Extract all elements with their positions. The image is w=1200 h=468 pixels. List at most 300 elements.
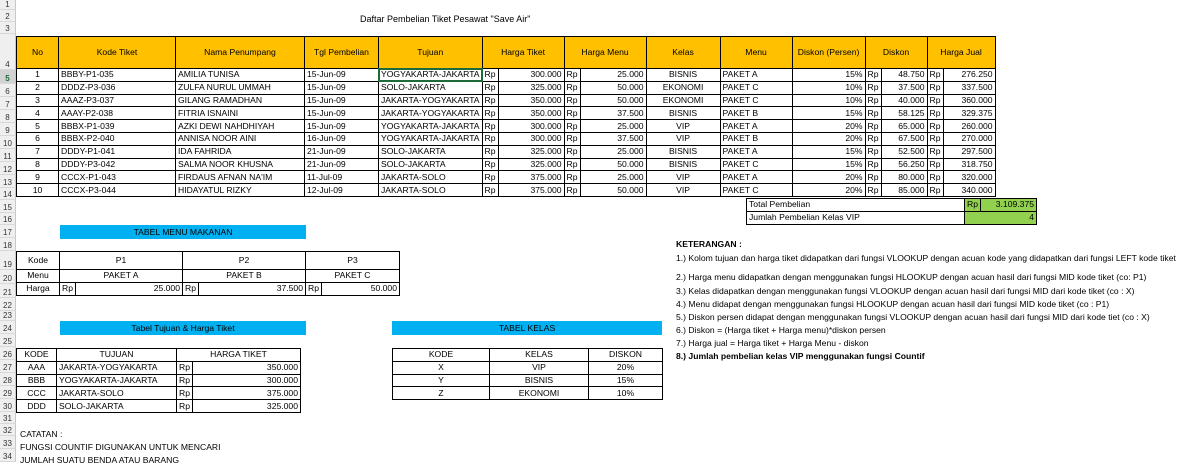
cell-tujuan-cur[interactable]: Rp — [177, 387, 193, 400]
menu-code-p2[interactable]: P2 — [183, 252, 306, 270]
cell-kode-tiket[interactable]: DDDZ-P3-036 — [59, 81, 176, 94]
vip-count-row — [747, 211, 1037, 224]
cell-kelas[interactable]: BISNIS — [646, 145, 720, 158]
row-header-18[interactable]: 18 — [0, 238, 16, 251]
kelas-header-row — [393, 349, 663, 362]
catatan-title[interactable]: CATATAN : — [20, 429, 63, 439]
table-row — [17, 69, 1070, 82]
table-row — [17, 184, 1070, 197]
totals-table — [746, 198, 1037, 225]
row-header-20[interactable]: 20 — [0, 270, 16, 284]
header-row — [17, 37, 1070, 69]
cell-diskon[interactable]: 58.125 — [881, 107, 927, 120]
cell-harga-menu[interactable]: 37.500 — [580, 132, 646, 145]
row-header-23[interactable]: 23 — [0, 311, 16, 321]
row-header-33[interactable]: 33 — [0, 436, 16, 449]
cell-kelas-name[interactable]: VIP — [490, 361, 589, 374]
cell-menu[interactable]: PAKET B — [720, 132, 792, 145]
total-value[interactable]: 3.109.375 — [981, 199, 1037, 212]
cell-kelas-diskon[interactable]: 15% — [589, 374, 663, 387]
cell-harga-menu-cur[interactable]: Rp — [564, 120, 580, 133]
cell-kode-tiket[interactable]: BBBX-P2-040 — [59, 132, 176, 145]
sheet-title: Daftar Pembelian Tiket Pesawat "Save Air" — [360, 14, 531, 24]
row-header-29[interactable]: 29 — [0, 386, 16, 399]
cell-tgl[interactable]: 21-Jun-09 — [305, 145, 379, 158]
cell-diskon-persen[interactable]: 15% — [792, 158, 865, 171]
cell-harga-tiket-cur[interactable]: Rp — [482, 107, 498, 120]
cell-kelas[interactable]: EKONOMI — [646, 94, 720, 107]
keterangan-item-5[interactable]: 5.) Diskon persen didapat dengan menggunakan fungsi VLOOKUP dengan acuan hasil dari fungsi MID dari kode tiet (co : X) — [676, 312, 1150, 322]
cell-tujuan[interactable]: JAKARTA-YOGYAKARTA — [379, 94, 483, 107]
row-header-9[interactable]: 9 — [0, 123, 16, 136]
row-header-2[interactable]: 2 — [0, 10, 16, 22]
col-header-harga-jual[interactable]: Harga Jual — [927, 37, 995, 69]
cell-diskon[interactable]: 85.000 — [881, 184, 927, 197]
cell-harga-menu-cur[interactable]: Rp — [564, 184, 580, 197]
catatan-line-2[interactable]: JUMLAH SUATU BENDA ATAU BARANG — [20, 455, 180, 465]
total-currency[interactable]: Rp — [965, 199, 981, 212]
cell-kelas[interactable]: VIP — [646, 120, 720, 133]
cell-harga-menu[interactable]: 50.000 — [580, 81, 646, 94]
keterangan-item-8[interactable]: 8.) Jumlah pembelian kelas VIP menggunakan fungsi Countif — [676, 351, 925, 361]
tujuan-col-harga[interactable]: HARGA TIKET — [177, 349, 301, 362]
menu-kode-row — [17, 252, 400, 270]
cell-nama[interactable]: GILANG RAMADHAN — [176, 94, 305, 107]
cell-tujuan-price[interactable]: 325.000 — [193, 400, 301, 413]
cell-harga-tiket[interactable]: 300.000 — [498, 132, 564, 145]
cell-kode-tiket[interactable]: CCCX-P1-043 — [59, 171, 176, 184]
cell-menu[interactable]: PAKET C — [720, 81, 792, 94]
cell-harga-jual-cur[interactable]: Rp — [927, 120, 943, 133]
kelas-col-diskon[interactable]: DISKON — [589, 349, 663, 362]
row-header-30[interactable]: 30 — [0, 399, 16, 412]
row-header-5[interactable]: 5 — [0, 70, 16, 84]
menu-name-row — [17, 270, 400, 283]
cell-diskon-cur[interactable]: Rp — [865, 184, 881, 197]
cell-harga-jual[interactable]: 320.000 — [943, 171, 995, 184]
col-header-menu[interactable]: Menu — [720, 37, 792, 69]
cell-harga-tiket[interactable]: 325.000 — [498, 145, 564, 158]
cell-harga-jual-cur[interactable]: Rp — [927, 132, 943, 145]
cell-no[interactable]: 7 — [17, 145, 59, 158]
menu-kode-label[interactable]: Kode — [17, 252, 60, 270]
menu-harga-label[interactable]: Harga — [17, 282, 60, 295]
cell-harga-tiket-cur[interactable]: Rp — [482, 158, 498, 171]
cell-harga-menu-cur[interactable]: Rp — [564, 81, 580, 94]
cell-harga-jual-cur[interactable]: Rp — [927, 158, 943, 171]
table-row — [393, 374, 663, 387]
cell-tujuan-cur[interactable]: Rp — [177, 400, 193, 413]
cell-kode-tiket[interactable]: BBBY-P1-035 — [59, 69, 176, 82]
cell-menu[interactable]: PAKET C — [720, 94, 792, 107]
row-header-7[interactable]: 7 — [0, 97, 16, 110]
cell-tgl[interactable]: 15-Jun-09 — [305, 94, 379, 107]
row-header-14[interactable]: 14 — [0, 188, 16, 200]
cell-tujuan-kode[interactable]: CCC — [17, 387, 57, 400]
cell-tujuan-cur[interactable]: Rp — [177, 361, 193, 374]
cell-diskon[interactable]: 56.250 — [881, 158, 927, 171]
cell-harga-tiket[interactable]: 300.000 — [498, 69, 564, 82]
cell-tgl[interactable]: 16-Jun-09 — [305, 132, 379, 145]
cell-kode-tiket[interactable]: DDDY-P1-041 — [59, 145, 176, 158]
total-label[interactable]: Total Pembelian — [747, 199, 965, 212]
row-header-1[interactable]: 1 — [0, 0, 16, 10]
row-header-24[interactable]: 24 — [0, 321, 16, 334]
cell-kelas-kode[interactable]: X — [393, 361, 490, 374]
cell-harga-jual[interactable]: 337.500 — [943, 81, 995, 94]
cell-tujuan[interactable]: SOLO-JAKARTA — [379, 158, 483, 171]
cell-kode-tiket[interactable]: AAAZ-P3-037 — [59, 94, 176, 107]
cell-diskon[interactable]: 48.750 — [881, 69, 927, 82]
cell-tujuan[interactable]: JAKARTA-SOLO — [379, 171, 483, 184]
kelas-table — [392, 348, 663, 400]
keterangan-item-6[interactable]: 6.) Diskon = (Harga tiket + Harga menu)*diskon persen — [676, 325, 886, 335]
cell-kelas[interactable]: BISNIS — [646, 158, 720, 171]
menu-code-p1[interactable]: P1 — [60, 252, 183, 270]
cell-harga-jual-cur[interactable]: Rp — [927, 184, 943, 197]
cell-harga-tiket-cur[interactable]: Rp — [482, 132, 498, 145]
cell-menu[interactable]: PAKET C — [720, 184, 792, 197]
cell-nama[interactable]: AMILIA TUNISA — [176, 69, 305, 82]
table-row — [17, 81, 1070, 94]
cell-no[interactable]: 8 — [17, 158, 59, 171]
cell-harga-jual-cur[interactable]: Rp — [927, 145, 943, 158]
cell-nama[interactable]: IDA FAHRIDA — [176, 145, 305, 158]
col-header-diskon[interactable]: Diskon — [865, 37, 927, 69]
cell-tujuan[interactable]: SOLO-JAKARTA — [379, 81, 483, 94]
cell-tgl[interactable]: 15-Jun-09 — [305, 69, 379, 82]
cell-kelas-kode[interactable]: Z — [393, 387, 490, 400]
row-header-21[interactable]: 21 — [0, 284, 16, 298]
cell-diskon-persen[interactable]: 15% — [792, 69, 865, 82]
row-header-34[interactable]: 34 — [0, 449, 16, 462]
cell-tgl[interactable]: 15-Jun-09 — [305, 81, 379, 94]
row-header-25[interactable]: 25 — [0, 334, 16, 347]
menu-name-2[interactable]: PAKET B — [183, 270, 306, 283]
cell-no[interactable]: 2 — [17, 81, 59, 94]
menu-menu-label[interactable]: Menu — [17, 270, 60, 283]
cell-diskon-persen[interactable]: 20% — [792, 184, 865, 197]
kelas-col-kode[interactable]: KODE — [393, 349, 490, 362]
tujuan-table — [16, 348, 301, 413]
cell-no[interactable]: 5 — [17, 120, 59, 133]
cell-harga-tiket-cur[interactable]: Rp — [482, 171, 498, 184]
menu-table-title[interactable]: TABEL MENU MAKANAN — [60, 225, 306, 239]
cell-no[interactable]: 4 — [17, 107, 59, 120]
cell-nama[interactable]: ZULFA NURUL UMMAH — [176, 81, 305, 94]
cell-harga-tiket-cur[interactable]: Rp — [482, 184, 498, 197]
menu-table — [16, 251, 400, 296]
cell-kelas[interactable]: VIP — [646, 184, 720, 197]
menu-price-3[interactable]: 50.000 — [322, 282, 400, 295]
cell-harga-jual[interactable]: 270.000 — [943, 132, 995, 145]
cell-harga-jual[interactable]: 360.000 — [943, 94, 995, 107]
cell-diskon-cur[interactable]: Rp — [865, 81, 881, 94]
cell-tujuan[interactable]: SOLO-JAKARTA — [379, 145, 483, 158]
cell-harga-tiket[interactable]: 350.000 — [498, 107, 564, 120]
cell-menu[interactable]: PAKET B — [720, 107, 792, 120]
keterangan-item-7[interactable]: 7.) Harga jual = Harga tiket + Harga Menu - diskon — [676, 338, 869, 348]
cell-kelas-diskon[interactable]: 20% — [589, 361, 663, 374]
menu-price-cur-2[interactable]: Rp — [183, 282, 199, 295]
cell-diskon-persen[interactable]: 15% — [792, 107, 865, 120]
menu-price-cur-3[interactable]: Rp — [306, 282, 322, 295]
cell-harga-menu-cur[interactable]: Rp — [564, 171, 580, 184]
col-header-harga-tiket[interactable]: Harga Tiket — [482, 37, 564, 69]
row-header-31[interactable]: 31 — [0, 412, 16, 424]
menu-code-p3[interactable]: P3 — [306, 252, 400, 270]
purchase-table — [16, 36, 1069, 197]
cell-tujuan-name[interactable]: JAKARTA-YOGYAKARTA — [57, 361, 177, 374]
cell-harga-tiket-cur[interactable]: Rp — [482, 94, 498, 107]
cell-diskon-persen[interactable]: 10% — [792, 94, 865, 107]
tujuan-col-kode[interactable]: KODE — [17, 349, 57, 362]
cell-harga-jual-cur[interactable]: Rp — [927, 81, 943, 94]
cell-kelas[interactable]: EKONOMI — [646, 81, 720, 94]
table-row — [17, 374, 301, 387]
cell-kode-tiket[interactable]: BBBX-P1-039 — [59, 120, 176, 133]
cell-kelas-name[interactable]: EKONOMI — [490, 387, 589, 400]
row-header-17[interactable]: 17 — [0, 225, 16, 238]
cell-kode-tiket[interactable]: AAAY-P2-038 — [59, 107, 176, 120]
cell-menu[interactable]: PAKET A — [720, 69, 792, 82]
cell-diskon[interactable]: 67.500 — [881, 132, 927, 145]
cell-harga-jual-cur[interactable]: Rp — [927, 69, 943, 82]
tujuan-table-title[interactable]: Tabel Tujuan & Harga Tiket — [60, 321, 306, 335]
col-header-harga-menu[interactable]: Harga Menu — [564, 37, 646, 69]
cell-harga-jual[interactable]: 329.375 — [943, 107, 995, 120]
table-row — [17, 145, 1070, 158]
cell-nama[interactable]: HIDAYATUL RIZKY — [176, 184, 305, 197]
kelas-col-kelas[interactable]: KELAS — [490, 349, 589, 362]
cell-diskon-persen[interactable]: 10% — [792, 81, 865, 94]
row-header-13[interactable]: 13 — [0, 175, 16, 188]
cell-tujuan-name[interactable]: YOGYAKARTA-JAKARTA — [57, 374, 177, 387]
cell-kelas-name[interactable]: BISNIS — [490, 374, 589, 387]
col-header-tgl[interactable]: Tgl Pembelian — [305, 37, 379, 69]
row-header-22[interactable]: 22 — [0, 298, 16, 311]
cell-kelas[interactable]: BISNIS — [646, 69, 720, 82]
cell-diskon-cur[interactable]: Rp — [865, 94, 881, 107]
cell-kode-tiket[interactable]: CCCX-P3-044 — [59, 184, 176, 197]
cell-harga-jual[interactable]: 340.000 — [943, 184, 995, 197]
cell-nama[interactable]: ANNISA NOOR AINI — [176, 132, 305, 145]
col-header-tujuan[interactable]: Tujuan — [379, 37, 483, 69]
cell-kelas-diskon[interactable]: 10% — [589, 387, 663, 400]
cell-tgl[interactable]: 21-Jun-09 — [305, 158, 379, 171]
cell-harga-menu[interactable]: 25.000 — [580, 171, 646, 184]
cell-harga-tiket[interactable]: 300.000 — [498, 120, 564, 133]
menu-price-cur-1[interactable]: Rp — [60, 282, 76, 295]
cell-tujuan-kode[interactable]: DDD — [17, 400, 57, 413]
cell-tujuan-kode[interactable]: BBB — [17, 374, 57, 387]
cell-diskon-cur[interactable]: Rp — [865, 107, 881, 120]
cell-no[interactable]: 6 — [17, 132, 59, 145]
menu-price-row — [17, 282, 400, 295]
row-header-11[interactable]: 11 — [0, 149, 16, 162]
keterangan-item-4[interactable]: 4.) Menu didapat dengan menggunakan fungsi HLOOKUP dengan acuan hasil dari fungsi MID kode tiket (co : P1) — [676, 299, 1110, 309]
menu-price-1[interactable]: 25.000 — [76, 282, 183, 295]
table-row — [17, 387, 301, 400]
cell-harga-tiket[interactable]: 350.000 — [498, 94, 564, 107]
cell-tgl[interactable]: 12-Jul-09 — [305, 184, 379, 197]
cell-nama[interactable]: SALMA NOOR KHUSNA — [176, 158, 305, 171]
cell-harga-tiket[interactable]: 375.000 — [498, 171, 564, 184]
row-header-27[interactable]: 27 — [0, 360, 16, 373]
cell-menu[interactable]: PAKET A — [720, 120, 792, 133]
cell-harga-tiket-cur[interactable]: Rp — [482, 145, 498, 158]
cell-harga-jual[interactable]: 318.750 — [943, 158, 995, 171]
table-row — [17, 94, 1070, 107]
cell-harga-menu-cur[interactable]: Rp — [564, 158, 580, 171]
cell-no[interactable]: 9 — [17, 171, 59, 184]
cell-kelas[interactable]: VIP — [646, 132, 720, 145]
cell-harga-menu[interactable]: 37.500 — [580, 107, 646, 120]
cell-diskon-cur[interactable]: Rp — [865, 145, 881, 158]
cell-harga-menu-cur[interactable]: Rp — [564, 69, 580, 82]
cell-diskon-cur[interactable]: Rp — [865, 158, 881, 171]
cell-harga-menu[interactable]: 50.000 — [580, 158, 646, 171]
cell-harga-menu[interactable]: 25.000 — [580, 120, 646, 133]
table-row — [17, 107, 1070, 120]
cell-harga-tiket-cur[interactable]: Rp — [482, 81, 498, 94]
cell-kelas[interactable]: VIP — [646, 171, 720, 184]
cell-tujuan-price[interactable]: 300.000 — [193, 374, 301, 387]
cell-harga-menu[interactable]: 50.000 — [580, 184, 646, 197]
cell-harga-jual[interactable]: 260.000 — [943, 120, 995, 133]
cell-no[interactable]: 1 — [17, 69, 59, 82]
cell-tujuan-price[interactable]: 350.000 — [193, 361, 301, 374]
table-row — [17, 361, 301, 374]
cell-diskon[interactable]: 65.000 — [881, 120, 927, 133]
cell-diskon-cur[interactable]: Rp — [865, 171, 881, 184]
cell-harga-menu[interactable]: 25.000 — [580, 145, 646, 158]
cell-diskon[interactable]: 52.500 — [881, 145, 927, 158]
catatan-line-1[interactable]: FUNGSI COUNTIF DIGUNAKAN UNTUK MENCARI — [20, 442, 221, 452]
cell-nama[interactable]: FIRDAUS AFNAN NA'IM — [176, 171, 305, 184]
row-header-8[interactable]: 8 — [0, 110, 16, 123]
vip-count-value[interactable]: 4 — [965, 211, 1037, 224]
cell-diskon-persen[interactable]: 20% — [792, 132, 865, 145]
cell-harga-menu-cur[interactable]: Rp — [564, 145, 580, 158]
cell-tujuan-name[interactable]: SOLO-JAKARTA — [57, 400, 177, 413]
cell-harga-jual-cur[interactable]: Rp — [927, 94, 943, 107]
cell-harga-jual-cur[interactable]: Rp — [927, 107, 943, 120]
row-header-4[interactable]: 4 — [0, 34, 16, 70]
col-header-no[interactable]: No — [17, 37, 59, 69]
cell-nama[interactable]: AZKI DEWI NAHDHIYAH — [176, 120, 305, 133]
col-header-diskon-persen[interactable]: Diskon (Persen) — [792, 37, 865, 69]
row-header-26[interactable]: 26 — [0, 347, 16, 360]
row-header-19[interactable]: 19 — [0, 251, 16, 270]
cell-kelas[interactable]: BISNIS — [646, 107, 720, 120]
table-row — [17, 158, 1070, 171]
table-row — [17, 400, 301, 413]
table-row — [17, 120, 1070, 133]
vip-count-label[interactable]: Jumlah Pembelian Kelas VIP — [747, 211, 965, 224]
col-header-kode-tiket[interactable]: Kode Tiket — [59, 37, 176, 69]
cell-no[interactable]: 10 — [17, 184, 59, 197]
cell-harga-tiket[interactable]: 375.000 — [498, 184, 564, 197]
cell-tgl[interactable]: 11-Jul-09 — [305, 171, 379, 184]
cell-tujuan-name[interactable]: JAKARTA-SOLO — [57, 387, 177, 400]
cell-tujuan[interactable]: YOGYAKARTA-JAKARTA — [379, 69, 483, 82]
cell-harga-jual[interactable]: 276.250 — [943, 69, 995, 82]
cell-nama[interactable]: FITRIA ISNAINI — [176, 107, 305, 120]
cell-harga-menu[interactable]: 25.000 — [580, 69, 646, 82]
cell-tujuan-price[interactable]: 375.000 — [193, 387, 301, 400]
cell-kode-tiket[interactable]: DDDY-P3-042 — [59, 158, 176, 171]
cell-diskon[interactable]: 40.000 — [881, 94, 927, 107]
kelas-table-title[interactable]: TABEL KELAS — [392, 321, 662, 335]
keterangan-item-3[interactable]: 3.) Kelas didapatkan dengan menggunakan fungsi VLOOKUP dengan acuan hasil dari fungsi MID dari kode tiket (co : X) — [676, 286, 1135, 296]
cell-harga-menu-cur[interactable]: Rp — [564, 107, 580, 120]
cell-diskon-cur[interactable]: Rp — [865, 120, 881, 133]
tujuan-col-tujuan[interactable]: TUJUAN — [57, 349, 177, 362]
cell-menu[interactable]: PAKET A — [720, 145, 792, 158]
cell-harga-menu[interactable]: 50.000 — [580, 94, 646, 107]
cell-harga-menu-cur[interactable]: Rp — [564, 94, 580, 107]
row-header-28[interactable]: 28 — [0, 373, 16, 386]
cell-harga-jual[interactable]: 297.500 — [943, 145, 995, 158]
row-header-16[interactable]: 16 — [0, 213, 16, 225]
cell-diskon[interactable]: 80.000 — [881, 171, 927, 184]
cell-harga-tiket-cur[interactable]: Rp — [482, 120, 498, 133]
cell-harga-tiket-cur[interactable]: Rp — [482, 69, 498, 82]
cell-tujuan[interactable]: JAKARTA-SOLO — [379, 184, 483, 197]
row-header-3[interactable]: 3 — [0, 22, 16, 34]
cell-harga-tiket[interactable]: 325.000 — [498, 81, 564, 94]
col-header-nama[interactable]: Nama Penumpang — [176, 37, 305, 69]
cell-tujuan[interactable]: YOGYAKARTA-JAKARTA — [379, 132, 483, 145]
row-header-15[interactable]: 15 — [0, 200, 16, 213]
cell-menu[interactable]: PAKET A — [720, 171, 792, 184]
cell-tujuan-kode[interactable]: AAA — [17, 361, 57, 374]
menu-name-1[interactable]: PAKET A — [60, 270, 183, 283]
total-row — [747, 199, 1037, 212]
menu-name-3[interactable]: PAKET C — [306, 270, 400, 283]
table-row — [393, 361, 663, 374]
cell-kelas-kode[interactable]: Y — [393, 374, 490, 387]
cell-diskon-cur[interactable]: Rp — [865, 132, 881, 145]
cell-tgl[interactable]: 15-Jun-09 — [305, 120, 379, 133]
cell-tujuan-cur[interactable]: Rp — [177, 374, 193, 387]
cell-no[interactable]: 3 — [17, 94, 59, 107]
table-row — [393, 387, 663, 400]
cell-diskon-cur[interactable]: Rp — [865, 69, 881, 82]
cell-diskon-persen[interactable]: 20% — [792, 120, 865, 133]
row-header-32[interactable]: 32 — [0, 424, 16, 436]
cell-harga-menu-cur[interactable]: Rp — [564, 132, 580, 145]
cell-harga-tiket[interactable]: 325.000 — [498, 158, 564, 171]
cell-menu[interactable]: PAKET C — [720, 158, 792, 171]
cell-diskon-persen[interactable]: 20% — [792, 171, 865, 184]
cell-harga-jual-cur[interactable]: Rp — [927, 171, 943, 184]
cell-tujuan[interactable]: YOGYAKARTA-JAKARTA — [379, 120, 483, 133]
row-header-10[interactable]: 10 — [0, 136, 16, 149]
keterangan-item-1[interactable]: 1.) Kolom tujuan dan harga tiket didapatkan dari fungsi VLOOKUP dengan acuan kode yang didapatkan dari fungsi LEFT kode tiket — [676, 253, 1176, 263]
row-header-6[interactable]: 6 — [0, 84, 16, 97]
cell-diskon[interactable]: 37.500 — [881, 81, 927, 94]
keterangan-title[interactable]: KETERANGAN : — [676, 239, 742, 249]
col-header-kelas[interactable]: Kelas — [646, 37, 720, 69]
cell-tujuan[interactable]: JAKARTA-YOGYAKARTA — [379, 107, 483, 120]
menu-price-2[interactable]: 37.500 — [199, 282, 306, 295]
keterangan-item-2[interactable]: 2.) Harga menu didapatkan dengan menggunakan fungsi HLOOKUP dengan acuan hasil dari fungsi MID kode tiket (co: P1) — [676, 272, 1147, 282]
row-header-12[interactable]: 12 — [0, 162, 16, 175]
cell-tgl[interactable]: 15-Jun-09 — [305, 107, 379, 120]
cell-diskon-persen[interactable]: 15% — [792, 145, 865, 158]
